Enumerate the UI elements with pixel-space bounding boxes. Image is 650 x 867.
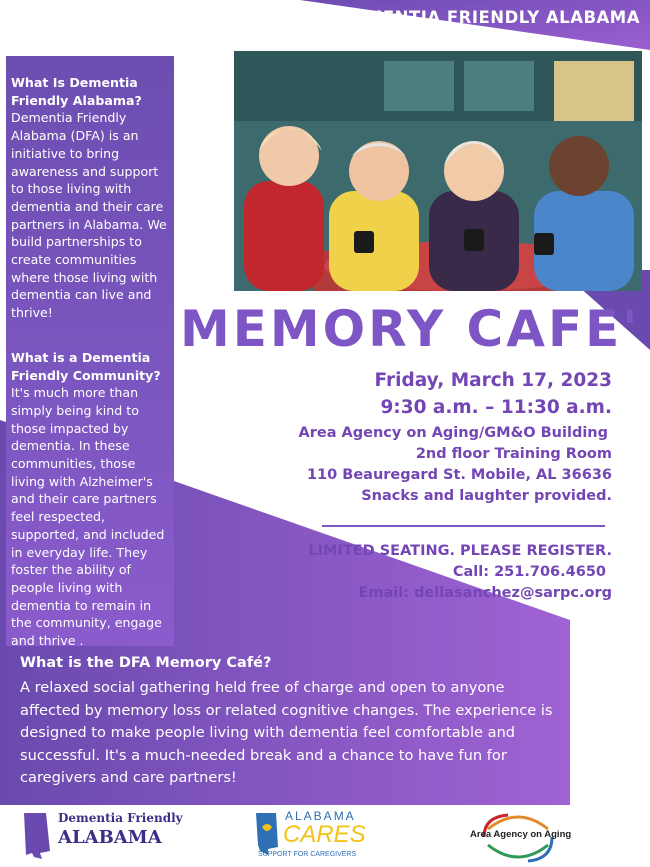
email-address[interactable]: Email: dellasanchez@sarpc.org <box>358 585 612 601</box>
sidebar-heading-community: What is a Dementia Friendly Community? <box>11 349 161 383</box>
aaa-logo-text: Area Agency on Aging <box>470 829 572 840</box>
divider-line <box>322 525 605 527</box>
dfa-logo-line1: Dementia Friendly <box>58 811 183 825</box>
about-heading: What is the DFA Memory Café? <box>20 655 272 671</box>
sidebar-heading-dfa: What Is Dementia Friendly Alabama? <box>11 75 142 108</box>
cares-logo-line1: ALABAMA <box>285 809 356 823</box>
footer-logos <box>0 805 650 867</box>
cares-logo-sub: SUPPORT FOR CAREGIVERS <box>258 851 357 858</box>
alabama-state-icon <box>20 811 54 863</box>
event-date: Friday, March 17, 2023 <box>374 370 612 391</box>
sidebar-body-dfa: Dementia Friendly Alabama (DFA) is an initiative to bring awareness and support to those living with dementia and their care partners in Alabama. We build partnerships to create communities where those living with dementia can live and thrive! <box>11 110 167 321</box>
limited-seating: LIMITED SEATING. PLEASE REGISTER. <box>308 543 612 559</box>
phone-number[interactable]: Call: 251.706.4650 <box>452 564 606 580</box>
info-sidebar <box>6 56 174 649</box>
event-note: Snacks and laughter provided. <box>361 488 612 504</box>
page-title: MEMORY CAFE' <box>180 300 641 358</box>
event-venue: Area Agency on Aging/GM&O Building <box>298 425 608 441</box>
cafe-photo <box>234 51 642 291</box>
event-address: 110 Beauregard St. Mobile, AL 36636 <box>306 467 612 483</box>
header-banner: DEMENTIA FRIENDLY ALABAMA <box>340 8 640 27</box>
sidebar-body-community: It's much more than simply being kind to those impacted by dementia. In these communities, those living with Alzheimer's and their care partners feel respected, supported, and included in everyday life. They foster the ability of people living with dementia to remain in the community, engage and thrive . <box>11 385 165 649</box>
about-section <box>20 655 560 790</box>
dfa-logo-line2: ALABAMA <box>58 827 162 848</box>
about-body: A relaxed social gathering held free of charge and open to anyone affected by memory loss or related cognitive changes. The experience is designed to make people living with dementia feel comfortable and successful. It's a much-needed break and a chance to have fun for caregivers and care partners! <box>20 679 553 786</box>
event-room: 2nd floor Training Room <box>415 446 612 462</box>
cares-logo-line2: CARES <box>283 821 366 848</box>
event-time: 9:30 a.m. – 11:30 a.m. <box>380 397 612 418</box>
